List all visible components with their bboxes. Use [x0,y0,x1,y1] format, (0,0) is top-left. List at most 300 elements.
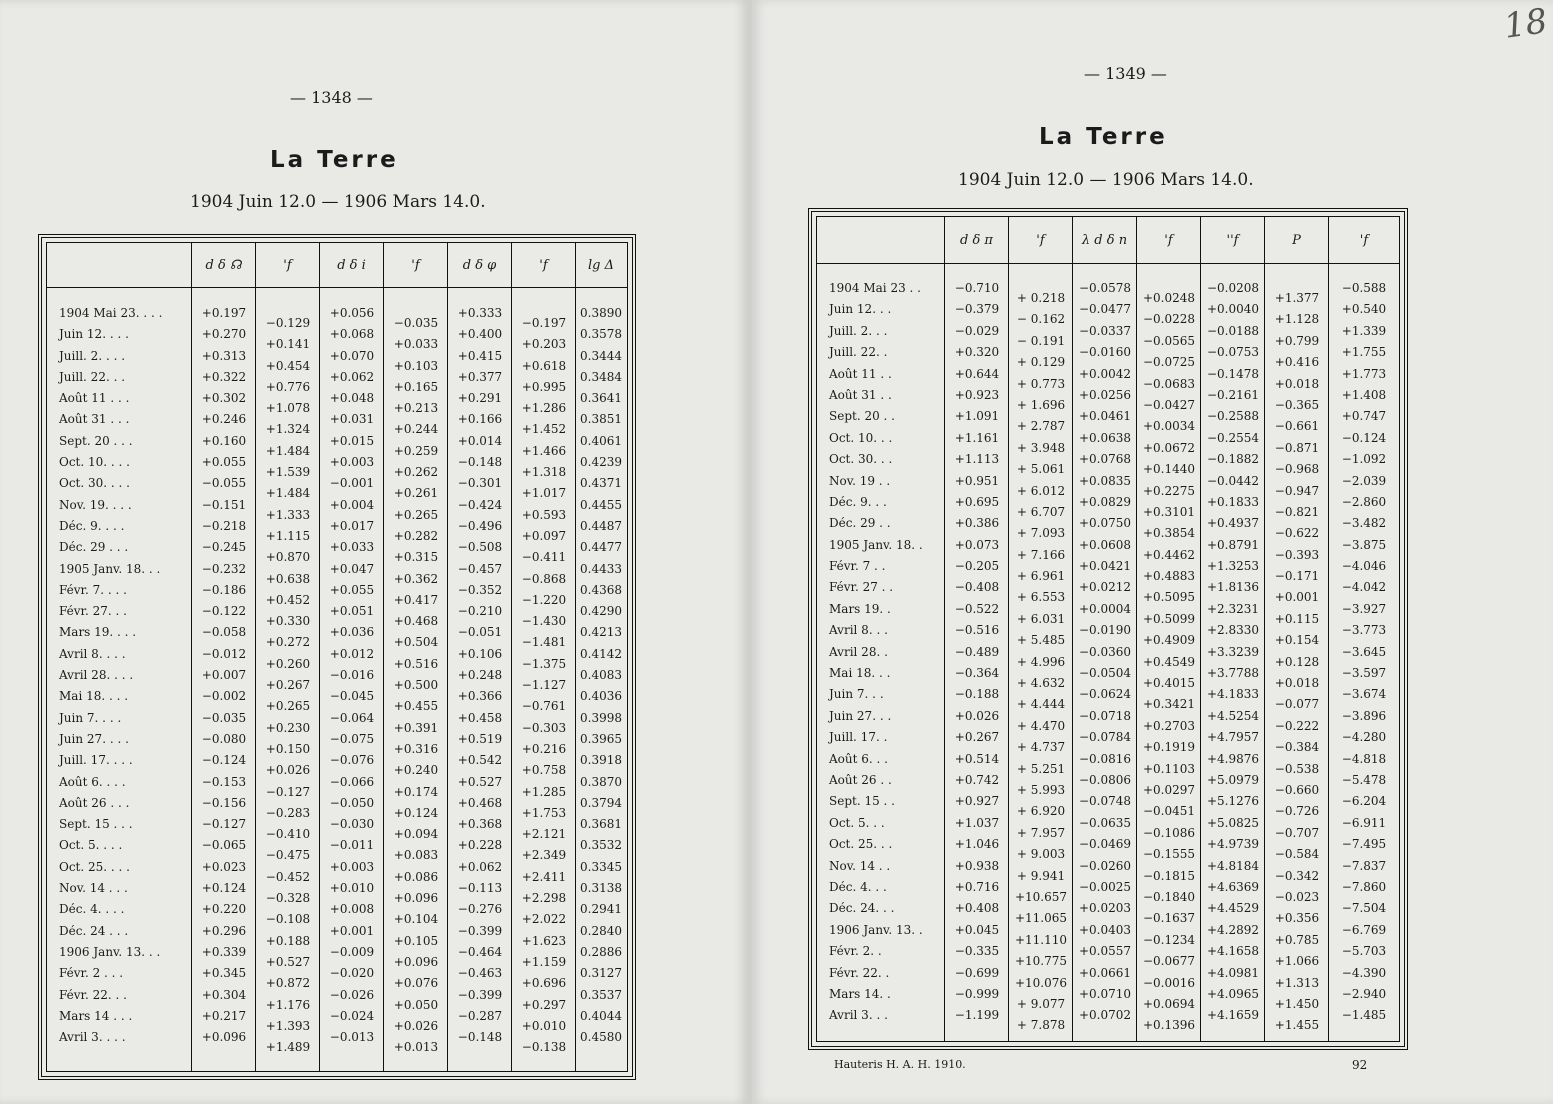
value-cell: 0.4213 [580,625,622,640]
value-cell: +0.297 [521,997,567,1012]
value-cell: +0.003 [329,859,375,874]
value-cell: 0.3444 [580,348,622,363]
value-cell: −6.204 [1341,794,1387,809]
value-cell: −0.342 [1274,868,1320,883]
date-cell: Avril 3. . . [829,1008,888,1023]
table-body [817,281,1399,1033]
value-cell: +0.742 [954,772,1000,787]
date-cell: Déc. 29 . . [829,516,891,531]
value-cell: −0.393 [1274,547,1320,562]
value-cell: +0.455 [393,699,439,714]
value-cell: +0.542 [457,753,503,768]
value-cell: +0.026 [954,708,1000,723]
page-number: — 1348 — [290,88,373,107]
value-cell: +1.539 [265,465,311,480]
value-cell: −0.024 [329,1008,375,1023]
value-cell: −0.1840 [1142,889,1196,904]
date-cell: Juill. 2. . . . [59,348,126,363]
value-cell: +2.8330 [1206,623,1260,638]
date-cell: Oct. 5. . . [829,815,885,830]
value-cell: +0.1440 [1142,462,1196,477]
value-cell: 0.3918 [580,753,622,768]
date-cell: Août 11 . . . [59,391,130,406]
value-cell: −0.1815 [1142,868,1196,883]
date-cell: Sept. 20 . . [829,409,895,424]
date-cell: Déc. 4. . . . [59,902,125,917]
value-cell: +0.593 [521,507,567,522]
date-cell: Août 11 . . [829,366,892,381]
value-cell: +0.012 [329,646,375,661]
value-cell: +0.244 [393,422,439,437]
value-cell: +0.366 [457,689,503,704]
value-cell: +1.159 [521,954,567,969]
value-cell: + 7.166 [1016,547,1066,562]
value-cell: −5.478 [1341,772,1387,787]
value-cell: −0.379 [954,302,1000,317]
date-cell: Nov. 14 . . [829,858,891,873]
value-cell: +0.0034 [1142,419,1196,434]
value-cell: +0.150 [265,741,311,756]
value-cell: −4.390 [1341,965,1387,980]
handwritten-page-mark: 18 [1501,1,1550,47]
date-cell: Juin 27. . . [829,708,892,723]
value-cell: −0.276 [457,902,503,917]
value-cell: +0.033 [329,540,375,555]
value-cell: + 7.093 [1016,526,1066,541]
value-cell: +0.003 [329,455,375,470]
value-cell: −0.0677 [1142,954,1196,969]
value-cell: −0.411 [521,550,567,565]
value-cell: −1.199 [954,1008,1000,1023]
value-cell: +0.068 [329,327,375,342]
value-cell: +0.785 [1274,932,1320,947]
printer-imprint: Hauteris H. A. H. 1910. [834,1058,966,1071]
value-cell: −0.065 [201,838,247,853]
value-cell: +0.048 [329,391,375,406]
value-cell: +0.070 [329,348,375,363]
value-cell: +0.267 [265,678,311,693]
value-cell: +0.1919 [1142,740,1196,755]
value-cell: +1.377 [1274,291,1320,305]
value-cell: +0.799 [1274,333,1320,348]
value-cell: +0.0421 [1078,559,1132,574]
value-cell: +0.036 [329,625,375,640]
value-cell: +4.0965 [1206,986,1260,1001]
value-cell: + 6.707 [1016,504,1066,519]
value-cell: 0.3641 [580,391,622,406]
value-cell: +0.0661 [1078,965,1132,980]
value-cell: +0.345 [201,966,247,981]
value-cell: − 0.191 [1016,333,1066,348]
value-cell: +0.154 [1274,633,1320,648]
value-cell: −6.769 [1341,922,1387,937]
value-cell: +0.096 [393,954,439,969]
value-cell: +0.452 [265,592,311,607]
date-cell: Févr. 22. . . [59,987,127,1002]
value-cell: 0.4290 [580,604,622,619]
value-cell: +0.106 [457,646,503,661]
table-row [817,281,1399,305]
value-cell: +0.165 [393,379,439,394]
value-cell: +0.188 [265,933,311,948]
value-cell: −0.584 [1274,847,1320,862]
value-cell: + 4.737 [1016,740,1066,755]
value-cell: −0.026 [329,987,375,1002]
value-cell: +4.1833 [1206,687,1260,702]
value-cell: −0.283 [265,805,311,820]
value-cell: +0.248 [457,668,503,683]
value-cell: +0.094 [393,827,439,842]
value-cell: −0.030 [329,817,375,832]
value-cell: + 3.948 [1016,440,1066,455]
value-cell: +0.0702 [1078,1008,1132,1023]
value-cell: −4.046 [1341,559,1387,574]
date-cell: Déc. 9. . . [829,494,887,509]
value-cell: 0.4477 [580,540,622,555]
value-cell: +0.415 [457,348,503,363]
value-cell: −0.0337 [1078,323,1132,338]
date-cell: Déc. 24. . . [829,901,895,916]
value-cell: +1.017 [521,486,567,501]
value-cell: −0.055 [201,476,247,491]
value-cell: −0.045 [329,689,375,704]
value-cell: +0.240 [393,763,439,778]
value-cell: +4.9876 [1206,751,1260,766]
value-cell: +0.228 [457,838,503,853]
value-cell: +0.115 [1274,611,1320,626]
value-cell: 0.4083 [580,668,622,683]
date-cell: Sept. 15 . . . [59,817,133,832]
value-cell: + 4.444 [1016,697,1066,712]
value-cell: −3.482 [1341,516,1387,531]
value-cell: −0.516 [954,623,1000,638]
column-header: P [1265,217,1329,263]
value-cell: −0.622 [1274,526,1320,541]
value-cell: +0.0403 [1078,922,1132,937]
value-cell: +0.696 [521,976,567,991]
value-cell: +0.270 [201,327,247,342]
value-cell: −0.050 [329,795,375,810]
value-cell: +0.1833 [1206,494,1260,509]
value-cell: +0.4937 [1206,516,1260,531]
value-cell: 0.3345 [580,859,622,874]
value-cell: −3.773 [1341,623,1387,638]
table-row [47,306,627,330]
value-cell: + 5.061 [1016,462,1066,477]
table-header [817,217,1399,264]
date-cell: Mars 14. . [829,986,891,1001]
value-cell: +0.362 [393,571,439,586]
value-cell: +0.758 [521,763,567,778]
value-cell: +0.073 [954,537,1000,552]
date-cell: Mars 19. . [829,601,891,616]
value-cell: −0.0725 [1142,355,1196,370]
column-header: lg Δ [588,257,614,273]
value-cell: +0.015 [329,433,375,448]
value-cell: +1.066 [1274,954,1320,969]
value-cell: −0.301 [457,476,503,491]
value-cell: −0.508 [457,540,503,555]
date-cell: Sept. 15 . . [829,794,895,809]
value-cell: +0.0297 [1142,782,1196,797]
value-cell: +2.3231 [1206,601,1260,616]
value-cell: −0.1234 [1142,932,1196,947]
value-cell: +0.083 [393,848,439,863]
value-cell: +0.103 [393,358,439,373]
value-cell: +0.197 [201,306,247,320]
value-cell: +4.1659 [1206,1008,1260,1023]
column-header: 'f [512,243,576,287]
value-cell: +1.113 [954,452,1000,467]
date-cell: Déc. 4. . . [829,879,887,894]
value-cell: +0.026 [265,763,311,778]
value-cell: + 0.129 [1016,355,1066,370]
value-cell: −0.0190 [1078,623,1132,638]
value-cell: +0.0829 [1078,494,1132,509]
value-cell: +0.001 [329,923,375,938]
value-cell: −0.0442 [1206,473,1260,488]
date-cell: Oct. 30. . . . [59,476,130,491]
value-cell: −0.384 [1274,740,1320,755]
value-cell: +0.339 [201,944,247,959]
value-cell: +0.0461 [1078,409,1132,424]
value-cell: +0.056 [329,306,375,320]
date-cell: Avril 8. . . [829,623,888,638]
value-cell: −3.896 [1341,708,1387,723]
value-cell: +0.265 [265,699,311,714]
value-cell: −0.538 [1274,761,1320,776]
value-cell: 0.3794 [580,795,622,810]
value-cell: +0.5099 [1142,611,1196,626]
value-cell: +4.9739 [1206,837,1260,852]
value-cell: 0.3532 [580,838,622,853]
value-cell: +0.0768 [1078,452,1132,467]
date-cell: 1905 Janv. 18. . [829,537,923,552]
value-cell: +1.8136 [1206,580,1260,595]
value-cell: −0.1637 [1142,911,1196,926]
value-cell: +1.324 [265,422,311,437]
value-cell: −1.375 [521,656,567,671]
value-cell: +0.217 [201,1008,247,1023]
date-cell: Mai 18. . . [829,666,891,681]
column-header [817,217,945,263]
value-cell: +0.776 [265,379,311,394]
value-cell: −0.947 [1274,483,1320,498]
value-cell: −0.0260 [1078,858,1132,873]
value-cell: +3.7788 [1206,666,1260,681]
value-cell: −0.303 [521,720,567,735]
value-cell: +1.091 [954,409,1000,424]
column-header: ''f [1201,217,1265,263]
value-cell: −0.496 [457,518,503,533]
value-cell: + 5.251 [1016,761,1066,776]
value-cell: +0.695 [954,494,1000,509]
page-subtitle: 1904 Juin 12.0 — 1906 Mars 14.0. [958,170,1254,190]
date-cell: Oct. 10. . . . [59,455,130,470]
date-cell: Févr. 22. . [829,965,890,980]
value-cell: −0.232 [201,561,247,576]
date-cell: Févr. 7 . . [829,559,886,574]
value-cell: +0.519 [457,731,503,746]
value-cell: +0.096 [393,891,439,906]
page-subtitle: 1904 Juin 12.0 — 1906 Mars 14.0. [190,192,486,212]
value-cell: +0.638 [265,571,311,586]
value-cell: + 6.012 [1016,483,1066,498]
value-cell: +0.454 [265,358,311,373]
column-header: 'f [384,243,448,287]
value-cell: +0.468 [393,614,439,629]
value-cell: −0.522 [954,601,1000,616]
value-cell: −0.335 [954,944,1000,959]
value-cell: −0.0565 [1142,333,1196,348]
date-cell: Juill. 2. . . [829,323,888,338]
value-cell: +10.775 [1014,954,1068,969]
value-cell: +0.033 [393,337,439,352]
value-cell: +0.141 [265,337,311,352]
value-cell: +2.298 [521,891,567,906]
date-cell: Août 26 . . . [59,795,130,810]
value-cell: +0.333 [457,306,503,320]
value-cell: −0.1882 [1206,452,1260,467]
value-cell: +0.055 [201,455,247,470]
value-cell: 0.2886 [580,944,622,959]
value-cell: +0.0710 [1078,986,1132,1001]
value-cell: −0.424 [457,497,503,512]
date-cell: Juill. 22. . . [59,369,126,384]
value-cell: −0.186 [201,582,247,597]
value-cell: −0.035 [201,710,247,725]
value-cell: +0.262 [393,465,439,480]
value-cell: +0.008 [329,902,375,917]
date-cell: Août 31 . . . [59,412,130,427]
value-cell: −0.868 [521,571,567,586]
value-cell: −0.0228 [1142,312,1196,327]
value-cell: +1.753 [521,805,567,820]
value-cell: +0.018 [1274,376,1320,391]
page-title: La Terre [270,147,399,173]
value-cell: −0.410 [265,827,311,842]
value-cell: −7.860 [1341,879,1387,894]
value-cell: −0.113 [457,881,503,896]
date-cell: Août 26 . . [829,772,892,787]
value-cell: +1.455 [1274,1018,1320,1033]
value-cell: +0.527 [265,954,311,969]
date-cell: Mars 19. . . . [59,625,137,640]
value-cell: +0.302 [201,391,247,406]
value-cell: −3.674 [1341,687,1387,702]
date-cell: 1905 Janv. 18. . . [59,561,161,576]
value-cell: −0.011 [329,838,375,853]
value-cell: +0.0672 [1142,440,1196,455]
value-cell: +0.870 [265,550,311,565]
date-cell: Juin 7. . . . [59,710,122,725]
value-cell: + 6.920 [1016,804,1066,819]
value-cell: +11.110 [1014,932,1068,947]
date-cell: Mai 18. . . . [59,689,129,704]
value-cell: 0.3484 [580,369,622,384]
value-cell: −0.051 [457,625,503,640]
value-cell: −0.463 [457,966,503,981]
value-cell: −0.821 [1274,504,1320,519]
value-cell: −0.124 [201,753,247,768]
value-cell: −6.911 [1341,815,1387,830]
value-cell: −0.0753 [1206,345,1260,360]
value-cell: −0.075 [329,731,375,746]
value-cell: +4.7957 [1206,730,1260,745]
value-cell: −0.218 [201,518,247,533]
value-cell: +0.010 [521,1018,567,1033]
date-cell: Févr. 2 . . . [59,966,124,981]
value-cell: + 5.485 [1016,633,1066,648]
value-cell: −0.138 [521,1040,567,1055]
value-cell: +0.1396 [1142,1018,1196,1033]
value-cell: +2.121 [521,827,567,842]
value-cell: −1.092 [1341,452,1387,467]
value-cell: +1.285 [521,784,567,799]
value-cell: +0.3421 [1142,697,1196,712]
value-cell: −0.122 [201,604,247,619]
value-cell: +0.872 [265,976,311,991]
value-cell: +0.4909 [1142,633,1196,648]
value-cell: +2.022 [521,912,567,927]
date-cell: Nov. 14 . . . [59,881,128,896]
value-cell: +0.322 [201,369,247,384]
value-cell: +0.0042 [1078,366,1132,381]
value-cell: +0.272 [265,635,311,650]
value-cell: +0.007 [201,668,247,683]
value-cell: +0.174 [393,784,439,799]
value-cell: −7.495 [1341,837,1387,852]
value-cell: −0.023 [1274,889,1320,904]
value-cell: +0.2703 [1142,718,1196,733]
value-cell: −0.127 [265,784,311,799]
value-cell: −7.837 [1341,858,1387,873]
value-cell: +0.468 [457,795,503,810]
column-header: 'f [1009,217,1073,263]
value-cell: −0.0427 [1142,397,1196,412]
value-cell: +0.0203 [1078,901,1132,916]
date-cell: Oct. 25. . . [829,837,893,852]
value-cell: 0.4142 [580,646,622,661]
value-cell: −0.871 [1274,440,1320,455]
value-cell: −1.220 [521,592,567,607]
date-cell: Juin 12. . . . [59,327,129,342]
value-cell: +10.657 [1014,889,1068,904]
value-cell: −0.077 [1274,697,1320,712]
value-cell: +0.096 [201,1030,247,1045]
value-cell: 0.3681 [580,817,622,832]
value-cell: −0.588 [1341,281,1387,295]
table-header [47,243,627,288]
value-cell: −1.485 [1341,1008,1387,1023]
date-cell: Févr. 27. . . [59,604,127,619]
value-cell: 0.2840 [580,923,622,938]
value-cell: −0.660 [1274,782,1320,797]
value-cell: +0.166 [457,412,503,427]
date-cell: Juill. 17. . . . [59,753,133,768]
value-cell: 0.3127 [580,966,622,981]
value-cell: +5.0825 [1206,815,1260,830]
value-cell: + 6.961 [1016,569,1066,584]
value-cell: +0.124 [201,881,247,896]
date-cell: 1906 Janv. 13. . . [59,944,161,959]
value-cell: +0.076 [393,976,439,991]
value-cell: +4.6369 [1206,879,1260,894]
value-cell: −0.452 [265,869,311,884]
date-cell: Déc. 29 . . . [59,540,129,555]
value-cell: 0.3965 [580,731,622,746]
value-cell: +0.001 [1274,590,1320,605]
